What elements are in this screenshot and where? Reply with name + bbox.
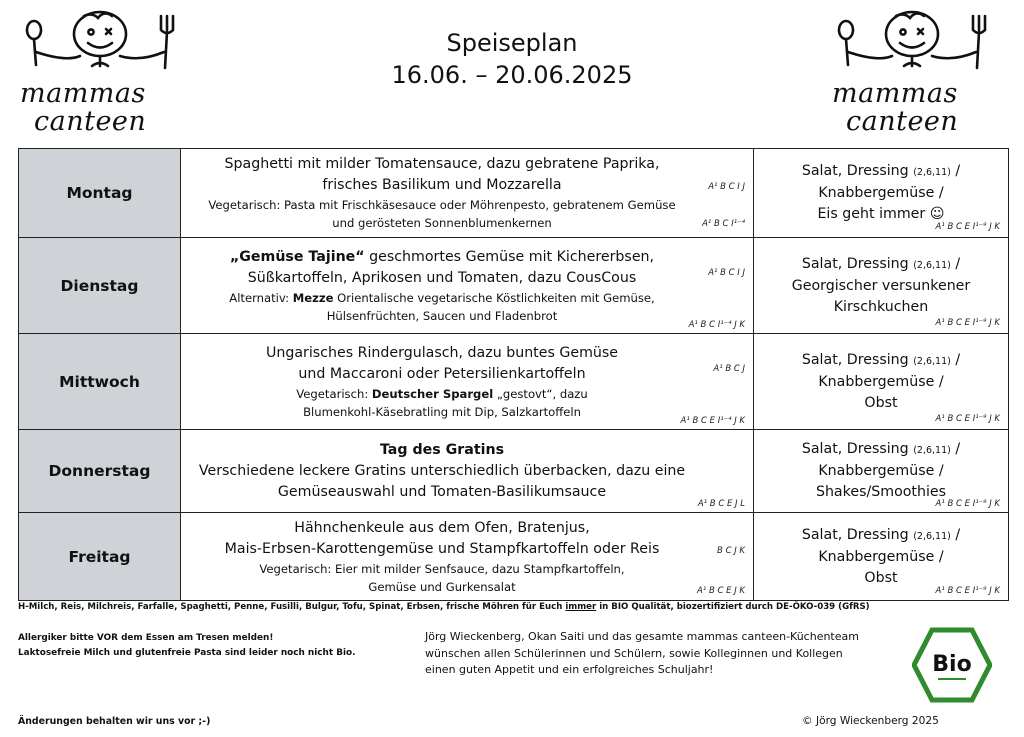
alternative-line: Alternativ: Mezze Orientalische vegetarische Köstlichkeiten mit Gemüse, [229,290,655,305]
side-line: Shakes/Smoothies [815,484,947,500]
main-dish-cell [181,238,754,334]
menu-row-montag [19,149,1009,238]
svg-text:Bio: Bio [932,652,972,677]
vegetarian-line: Vegetarisch: Eier mit milder Senfsauce, dazu Stampfkartoffeln, [259,561,625,576]
allergen-codes: A¹ B C I¹⁻⁴ [702,219,745,229]
side-line: Eis geht immer ☺ [817,206,945,222]
side-line: Kirschkuchen [833,298,929,315]
allergy-notice [18,631,355,661]
team-line: einen guten Appetit und ein erfolgreiches Schuljahr! [425,663,714,676]
team-greeting [425,629,895,679]
allergen-codes: A¹ B C E J L [697,499,745,509]
allergen-codes: A¹ B C E I¹⁻⁹ J K [935,499,1000,509]
page-header [340,28,684,92]
allergen-codes: A¹ B C I J [708,182,745,192]
side-line: Salat, Dressing (2,6,11) / [801,255,961,272]
changes-notice: Änderungen behalten wir uns vor ;-) [18,716,211,727]
main-dish-line: Hähnchenkeule aus dem Ofen, Bratenjus, [294,519,590,536]
day-label: Mittwoch [19,334,181,430]
main-dish-title: Tag des Gratins [379,441,505,458]
logo-word-mammas: mammas [832,78,958,109]
alternative-line: Hülsenfrüchten, Saucen und Fladenbrot [326,308,558,323]
team-line: Jörg Wieckenberg, Okan Saiti und das gesamte mammas canteen-Küchenteam [425,630,859,643]
day-label: Montag [19,149,181,238]
allergen-codes: A¹ B C E J K [697,586,745,596]
main-dish-line: Ungarisches Rindergulasch, dazu buntes Gemüse [265,344,619,361]
side-line: Knabbergemüse / [818,185,944,201]
day-label: Freitag [19,513,181,601]
side-dish-cell [754,149,1009,238]
menu-table [18,148,1009,601]
side-line: Knabbergemüse / [818,463,944,479]
main-dish-line: Spaghetti mit milder Tomatensauce, dazu gebratene Paprika, [224,156,660,172]
side-dish-cell [754,334,1009,430]
date-range: 16.06. – 20.06.2025 [391,61,633,89]
day-label: Dienstag [19,238,181,334]
side-line: Salat, Dressing (2,6,11) / [801,441,961,457]
main-dish-line: „Gemüse Tajine“ geschmortes Gemüse mit Kichererbsen, [229,248,655,265]
team-line: wünschen allen Schülerinnen und Schülern, sowie Kolleginnen und Kollegen [425,646,843,660]
side-line: Georgischer versunkener [791,277,971,294]
bio-quality-note: H-Milch, Reis, Milchreis, Farfalle, Spaghetti, Penne, Fusilli, Bulgur, Tofu, Spinat, Erbsen, frische Möhren für Euch immer in BIO Qualität, biozertifiziert durch DE-ÖKO-039 (GfRS) [18,602,870,612]
day-label: Donnerstag [19,430,181,513]
logo-word-mammas: mammas [20,78,146,109]
vegetarian-line: Blumenkohl-Käsebratling mit Dip, Salzkartoffeln [303,404,581,419]
chef-figure-icon [828,10,998,80]
main-dish-line: Verschiedene leckere Gratins unterschiedlich überbacken, dazu eine [198,462,686,479]
vegetarian-line: Vegetarisch: Pasta mit Frischkäsesauce oder Möhrenpesto, gebratenem Gemüse [208,198,676,212]
allergen-codes: A¹ B C J [713,364,745,374]
menu-row-dienstag [19,238,1009,334]
mammas-canteen-logo-left [16,10,186,138]
allergen-codes: A¹ B C E I¹⁻⁹ J K [935,222,1000,232]
side-line: Salat, Dressing (2,6,11) / [801,526,961,543]
page-title: Speiseplan [446,29,578,57]
main-dish-line: Süßkartoffeln, Aprikosen und Tomaten, dazu CousCous [247,269,637,286]
side-line: Salat, Dressing (2,6,11) / [801,351,961,368]
allergen-codes: A¹ B C E I¹⁻⁹ J K [935,414,1000,424]
main-dish-line: frisches Basilikum und Mozzarella [322,177,562,193]
main-dish-cell [181,513,754,601]
menu-row-mittwoch [19,334,1009,430]
allergen-codes: B C J K [717,546,745,556]
main-dish-cell [181,149,754,238]
main-dish-line: Gemüseauswahl und Tomaten-Basilikumsauce [277,483,607,500]
mammas-canteen-logo-right [828,10,998,138]
allergy-line: Allergiker bitte VOR dem Essen am Tresen melden! [18,633,274,643]
side-line: Knabbergemüse / [818,373,944,390]
vegetarian-line: und gerösteten Sonnenblumenkernen [332,216,552,230]
allergen-codes: A¹ B C E I¹⁻⁹ J K [935,586,1000,596]
copyright: © Jörg Wieckenberg 2025 [802,715,939,727]
side-dish-cell [754,238,1009,334]
logo-word-canteen: canteen [34,106,147,137]
side-line: Knabbergemüse / [818,548,944,565]
side-dish-cell [754,430,1009,513]
main-dish-cell [181,430,754,513]
bio-seal-icon [912,626,992,704]
logo-word-canteen: canteen [846,106,959,137]
chef-figure-icon [16,10,186,80]
allergen-codes: A¹ B C I J [708,268,745,278]
side-line: Obst [864,569,898,586]
menu-row-freitag [19,513,1009,601]
main-dish-line: Mais-Erbsen-Karottengemüse und Stampfkartoffeln oder Reis [224,540,660,557]
allergen-codes: A¹ B C E I¹⁻⁹ J K [935,318,1000,328]
menu-row-donnerstag [19,430,1009,513]
main-dish-line: und Maccaroni oder Petersilienkartoffeln [298,365,586,382]
side-line: Obst [864,394,898,411]
side-line: Salat, Dressing (2,6,11) / [801,163,961,179]
allergen-codes: A¹ B C I¹⁻⁴ J K [688,320,745,330]
vegetarian-line: Gemüse und Gurkensalat [368,579,516,594]
side-dish-cell [754,513,1009,601]
main-dish-cell [181,334,754,430]
allergen-codes: A¹ B C E I¹⁻⁴ J K [680,416,745,426]
vegetarian-line: Vegetarisch: Deutscher Spargel „gestovt“, dazu [296,386,588,401]
allergy-line: Laktosefreie Milch und glutenfreie Pasta sind leider noch nicht Bio. [18,648,356,658]
